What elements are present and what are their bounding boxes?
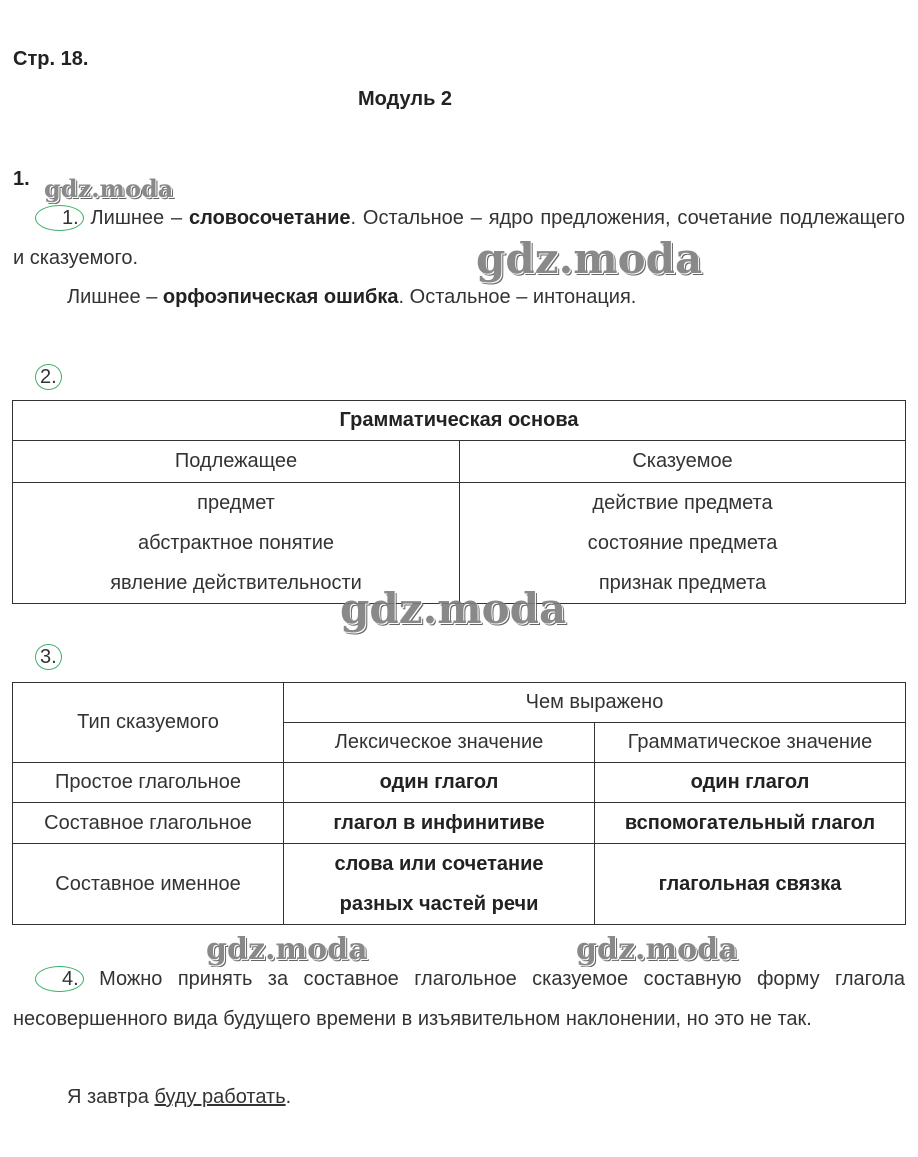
page-title: Модуль 2: [357, 88, 453, 110]
watermark: gdz.moda: [340, 584, 567, 633]
predicate-type: Простое глагольное: [13, 763, 284, 803]
lexical-value: один глагол: [284, 763, 595, 803]
item-marker: 4.: [35, 966, 84, 992]
table-row: [13, 844, 906, 925]
watermark: gdz.moda: [576, 932, 738, 967]
grammatical-header: Грамматическое значение: [595, 723, 906, 763]
predicate-type: Составное глагольное: [13, 803, 284, 844]
lexical-value: глагол в инфинитиве: [284, 803, 595, 844]
task-1-number: 1.: [13, 168, 30, 190]
watermark: gdz.moda: [476, 234, 703, 283]
item-marker: 2.: [35, 364, 62, 390]
list-item: состояние предмета: [587, 532, 778, 554]
answer-word: словосочетание: [189, 207, 351, 229]
list-item: признак предмета: [598, 572, 767, 594]
list-item: явление действительности: [110, 572, 362, 594]
list-item: действие предмета: [592, 492, 773, 514]
underlined-predicate: буду работать: [154, 1086, 286, 1108]
answer-word: орфоэпическая ошибка: [162, 286, 399, 308]
expressed-header: Чем выражено: [284, 683, 906, 723]
predicate-type: Составное именное: [13, 844, 284, 925]
lexical-value: слова или сочетание разных частей речи: [284, 844, 595, 925]
type-header: Тип сказуемого: [13, 683, 284, 763]
item-marker: 3.: [35, 644, 62, 670]
table-title: Грамматическая основа: [13, 401, 906, 441]
item-marker: 1.: [35, 205, 84, 231]
list-item: предмет: [197, 492, 275, 514]
watermark: gdz.moda: [44, 174, 174, 203]
grammatical-basis-table: [12, 400, 906, 604]
grammatical-value: один глагол: [595, 763, 906, 803]
watermark: gdz.moda: [206, 932, 368, 967]
table-row: [13, 803, 906, 844]
task-1-item-1: 1. Лишнее – словосочетание. Остальное – ядро предложения, сочетание подлежащего и сказуемого.: [13, 207, 905, 269]
task-1-item-2: Лишнее – орфоэпическая ошибка. Остальное – интонация.: [67, 286, 637, 308]
predicate-types-table: [12, 682, 906, 925]
subject-header: Подлежащее: [13, 441, 460, 483]
grammatical-value: вспомогательный глагол: [595, 803, 906, 844]
predicate-header: Сказуемое: [460, 441, 906, 483]
task-3-marker-wrap: [35, 644, 62, 670]
grammatical-value: глагольная связка: [595, 844, 906, 925]
task-2-marker-wrap: [35, 364, 62, 390]
list-item: абстрактное понятие: [137, 532, 335, 554]
page-reference: Стр. 18.: [13, 48, 89, 70]
task-4-example: Я завтра буду работать.: [67, 1086, 292, 1108]
lexical-header: Лексическое значение: [284, 723, 595, 763]
table-row: [13, 763, 906, 803]
task-4-text: 4. Можно принять за составное глагольное сказуемое составную форму глагола несовершенного вида будущего времени в изъявительном наклонении, но это не так.: [13, 968, 905, 1030]
